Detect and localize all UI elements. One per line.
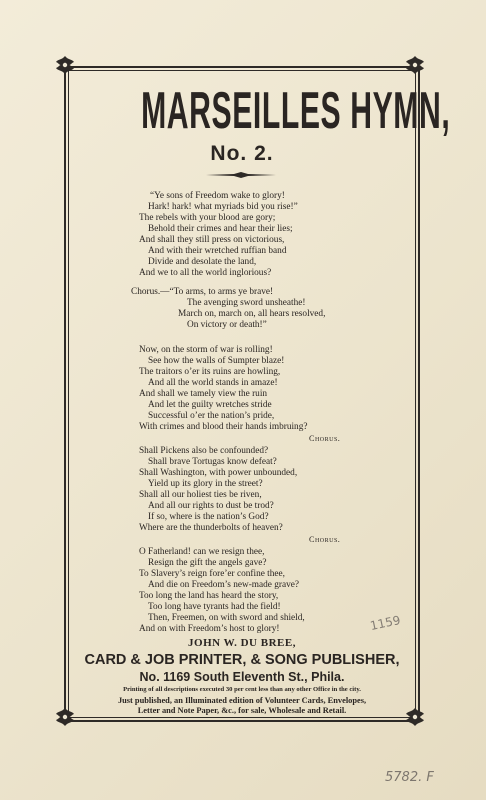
verse-line: And on with Freedom’s host to glory! (139, 624, 280, 634)
catalog-annotation: 5782. F (385, 770, 434, 785)
verse-line: Too long have tyrants had the field! (148, 602, 281, 612)
verse-line: Now, on the storm of war is rolling! (139, 345, 273, 355)
verse-line: And shall we tamely view the ruin (139, 389, 268, 399)
ornamental-rule-icon (206, 172, 276, 178)
chorus-tag: Chorus. (309, 434, 341, 443)
verse-line: Shall Washington, with power unbounded, (139, 468, 298, 478)
verse-line: Shall Pickens also be confounded? (139, 446, 269, 456)
verse-line: Resign the gift the angels gave? (148, 558, 267, 568)
publication-notice: Just published, an Illuminated edition of Volunteer Cards, Envelopes, (117, 696, 367, 705)
publication-notice: Letter and Note Paper, &c., for sale, Wholesale and Retail. (137, 706, 347, 715)
chorus-tag: Chorus. (309, 535, 341, 544)
verse-line: See how the walls of Sumpter blaze! (148, 356, 285, 366)
corner-ornament-icon (404, 54, 426, 76)
verse-line: Shall all our holiest ties be riven, (139, 490, 262, 500)
verse-line: O Fatherland! can we resign thee, (139, 547, 265, 557)
verse-line: The rebels with your blood are gory; (139, 213, 276, 223)
printer-trade: CARD & JOB PRINTER, & SONG PUBLISHER, (84, 652, 400, 668)
corner-ornament-icon (54, 54, 76, 76)
chorus-line: The avenging sword unsheathe! (187, 298, 306, 308)
verse-line: “Ye sons of Freedom wake to glory! (150, 191, 285, 201)
verse-line: Successful o’er the nation’s pride, (148, 411, 275, 421)
printer-address: No. 1169 South Eleventh St., Phila. (139, 670, 345, 684)
verse-line: Hark! hark! what myriads bid you rise!” (148, 202, 298, 212)
verse-line: And shall they still press on victorious, (139, 235, 285, 245)
verse-line: And all our rights to dust be trod? (148, 501, 274, 511)
verse-line: And all the world stands in amaze! (148, 378, 278, 388)
page-subtitle: No. 2. (210, 142, 274, 165)
verse-line: Where are the thunderbolts of heaven? (139, 523, 283, 533)
printer-note: Printing of all descriptions executed 30 per cent less than any other Office in the city. (123, 686, 361, 693)
verse-line: To Slavery’s reign fore’er confine thee, (139, 569, 285, 579)
verse-line: Yield up its glory in the street? (148, 479, 263, 489)
verse-line: And die on Freedom’s new-made grave? (148, 580, 300, 590)
verse-line: And we to all the world inglorious? (139, 268, 272, 278)
verse-line: Behold their crimes and hear their lies; (148, 224, 293, 234)
verse-line: And let the guilty wretches stride (148, 400, 272, 410)
verse-line: The traitors o’er its ruins are howling, (139, 367, 281, 377)
chorus-line: On victory or death!” (187, 320, 267, 330)
verse-line: Too long the land has heard the story, (139, 591, 279, 601)
page-title: MARSEILLES HYMN, (141, 82, 451, 140)
verse-line: Then, Freemen, on with sword and shield, (148, 613, 305, 623)
margin-annotation: 1159 (368, 612, 402, 634)
chorus-line: Chorus.—“To arms, to arms ye brave! (131, 287, 274, 297)
verse-line: If so, where is the nation’s God? (148, 512, 269, 522)
verse-line: With crimes and blood their hands imbruing? (139, 422, 308, 432)
chorus-line: March on, march on, all hears resolved, (178, 309, 326, 319)
printer-name: JOHN W. DU BREE, (188, 637, 296, 649)
verse-line: Divide and desolate the land, (148, 257, 257, 267)
verse-line: Shall brave Tortugas know defeat? (148, 457, 277, 467)
verse-line: And with their wretched ruffian band (148, 246, 287, 256)
